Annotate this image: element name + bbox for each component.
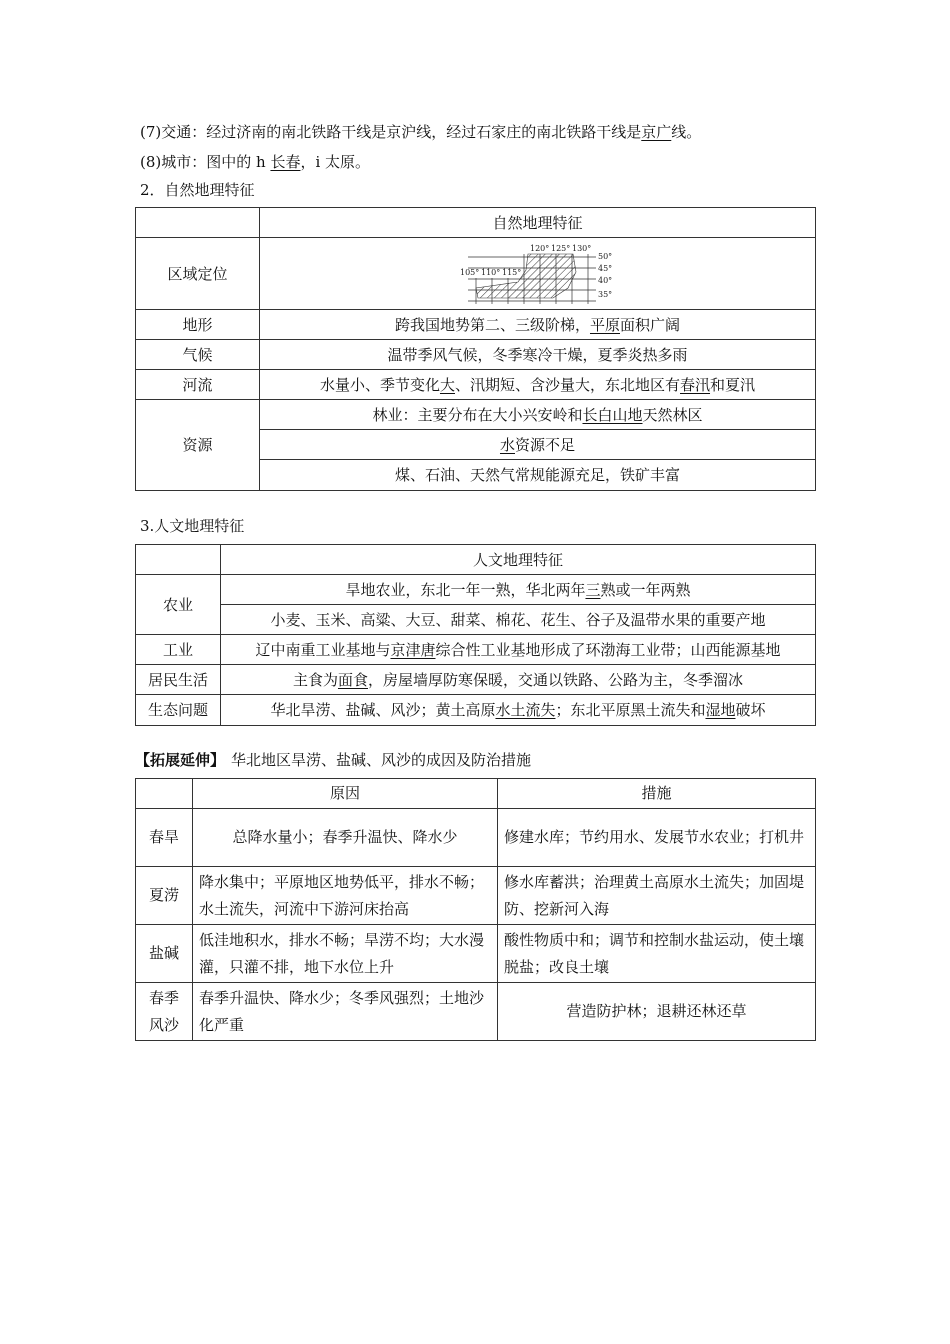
agri-text-end: 熟或一年两熟: [600, 580, 691, 599]
climate-cell: 温带季风气候，冬季寒冷干燥，夏季炎热多雨: [260, 340, 816, 370]
measure-cell: 修建水库；节约用水、发展节水农业；打机井: [498, 809, 816, 867]
row-label: 河流: [136, 370, 260, 400]
answer-changbai: 长白山地: [582, 405, 643, 424]
life-cell: [221, 665, 816, 695]
extension-heading: [135, 750, 531, 770]
lon-label: 125°: [550, 243, 570, 253]
rivers-cell: [260, 370, 816, 400]
answer-large: 大: [439, 375, 455, 394]
answer-water: 水: [499, 435, 515, 454]
col-header-measure: 措施: [498, 779, 816, 809]
measure-cell: 营造防护林；退耕还林还草: [498, 983, 816, 1041]
lon-label: 115°: [501, 267, 521, 277]
forest-text: 林业：主要分布在大小兴安岭和: [372, 405, 583, 424]
eco-text-mid: ；东北平原黑土流失和: [555, 701, 706, 719]
lat-label: 35°: [597, 289, 612, 299]
water-cell: [260, 430, 816, 460]
answer-wheat-food: 面食: [337, 670, 368, 689]
extension-tag: 【拓展延伸】: [135, 751, 226, 769]
row-label: 春旱: [136, 809, 193, 867]
industry-cell: [221, 635, 816, 665]
life-text: 主食为: [292, 670, 338, 689]
lon-label: 130°: [571, 243, 591, 253]
row-label: 春季风沙: [136, 983, 193, 1041]
lon-label: 110°: [480, 267, 500, 277]
section3-title: 3.人文地理特征: [140, 517, 245, 535]
row-label: 区域定位: [136, 238, 260, 310]
table-header: 自然地理特征: [260, 208, 816, 238]
col-header-cause: 原因: [193, 779, 498, 809]
life-text-end: ，房屋墙厚防寒保暖，交通以铁路、公路为主，冬季溜冰: [368, 670, 744, 689]
water-text: 资源不足: [515, 435, 576, 454]
extension-table: [135, 778, 816, 1041]
natural-geography-table: [135, 207, 816, 491]
agri-cell: [221, 575, 816, 605]
rivers-text-mid: 、汛期短、含沙量大，东北地区有: [454, 375, 680, 394]
blank-cell: [136, 779, 193, 809]
eco-cell: [221, 695, 816, 726]
forest-text-end: 天然林区: [642, 405, 703, 424]
eco-text-end: 破坏: [735, 701, 766, 719]
traffic-line: [140, 122, 701, 142]
forest-cell: [260, 400, 816, 430]
table-header: 人文地理特征: [221, 545, 816, 575]
city-text-end: ，i 太原。: [300, 153, 371, 171]
row-label: 盐碱: [136, 925, 193, 983]
cause-cell: 总降水量小；春季升温快、降水少: [193, 809, 498, 867]
extension-title: 华北地区旱涝、盐碱、风沙的成因及防治措施: [231, 751, 532, 769]
city-text: (8)城市：图中的 h: [140, 153, 271, 171]
human-geography-table: [135, 544, 816, 726]
answer-changchun: 长春: [270, 153, 301, 171]
row-label: 资源: [136, 400, 260, 491]
crops-cell: 小麦、玉米、高粱、大豆、甜菜、棉花、花生、谷子及温带水果的重要产地: [221, 605, 816, 635]
answer-jingguang: 京广: [641, 123, 672, 141]
section2-title: 2．自然地理特征: [140, 181, 255, 199]
row-label: 居民生活: [136, 665, 221, 695]
row-label: 农业: [136, 575, 221, 635]
row-label: 地形: [136, 310, 260, 340]
lat-label: 50°: [597, 251, 612, 261]
cause-cell: 春季升温快、降水少；冬季风强烈；土地沙化严重: [193, 983, 498, 1041]
answer-soil-erosion: 水土流失: [495, 701, 556, 719]
blank-cell: [136, 208, 260, 238]
region-location-map: [458, 242, 618, 306]
answer-wetland: 湿地: [705, 701, 736, 719]
lat-label: 45°: [597, 263, 612, 273]
answer-three: 三: [585, 580, 601, 599]
terrain-text-end: 面积广阔: [620, 315, 681, 334]
row-label: 夏涝: [136, 867, 193, 925]
location-map-cell: [260, 238, 816, 310]
lat-label: 40°: [597, 275, 612, 285]
industry-text-end: 综合性工业基地形成了环渤海工业带；山西能源基地: [435, 640, 781, 659]
answer-jingjintang: 京津唐: [390, 640, 436, 659]
traffic-text-end: 线。: [671, 123, 702, 141]
eco-text: 华北旱涝、盐碱、风沙；黄土高原: [270, 701, 496, 719]
rivers-text-end: 和夏汛: [710, 375, 756, 394]
blank-cell: [136, 545, 221, 575]
row-label: 工业: [136, 635, 221, 665]
row-label: 气候: [136, 340, 260, 370]
traffic-text: (7)交通：经过济南的南北铁路干线是京沪线，经过石家庄的南北铁路干线是: [140, 123, 642, 141]
industry-text: 辽中南重工业基地与: [255, 640, 391, 659]
lon-label: 120°: [529, 243, 549, 253]
terrain-cell: [260, 310, 816, 340]
measure-cell: 酸性物质中和；调节和控制水盐运动，使土壤脱盐；改良土壤: [498, 925, 816, 983]
answer-plain: 平原: [589, 315, 620, 334]
row-label: 生态问题: [136, 695, 221, 726]
agri-text: 旱地农业，东北一年一熟，华北两年: [345, 580, 586, 599]
energy-cell: 煤、石油、天然气常规能源充足，铁矿丰富: [260, 460, 816, 491]
cause-cell: 低洼地积水，排水不畅；旱涝不均；大水漫灌，只灌不排，地下水位上升: [193, 925, 498, 983]
terrain-text: 跨我国地势第二、三级阶梯，: [394, 315, 590, 334]
rivers-text: 水量小、季节变化: [319, 375, 440, 394]
lon-label: 105°: [459, 267, 479, 277]
measure-cell: 修水库蓄洪；治理黄土高原水土流失；加固堤防、挖新河入海: [498, 867, 816, 925]
answer-spring-flood: 春汛: [680, 375, 711, 394]
cause-cell: 降水集中；平原地区地势低平，排水不畅；水土流失，河流中下游河床抬高: [193, 867, 498, 925]
city-line: [140, 152, 370, 172]
